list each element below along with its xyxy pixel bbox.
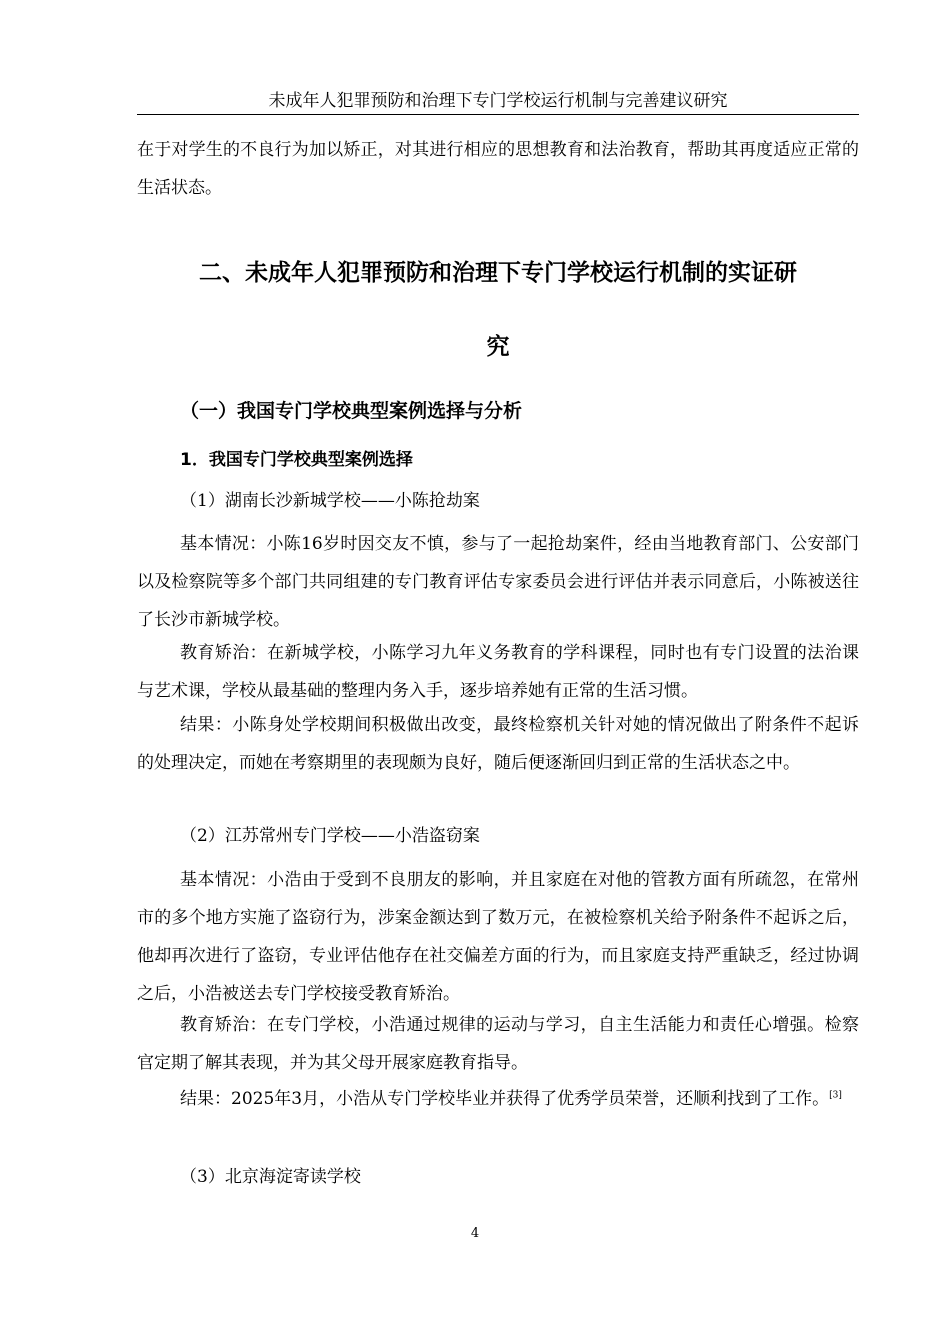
section-title-line1: 二、未成年人犯罪预防和治理下专门学校运行机制的实证研 [199, 260, 797, 286]
subsection-title: （一）我国专门学校典型案例选择与分析 [180, 400, 523, 422]
subsubsection-title: 1．我国专门学校典型案例选择 [180, 450, 413, 470]
case-heading: （2）江苏常州专门学校——小浩盗窃案 [180, 826, 480, 846]
running-header: 未成年人犯罪预防和治理下专门学校运行机制与完善建议研究 [137, 88, 859, 115]
case-result [137, 1080, 859, 1118]
citation: [3] [829, 1090, 842, 1101]
case-basic-info: 基本情况：小陈16岁时因交友不慎，参与了一起抢劫案件，经由当地教育部门、公安部门以及检察院等多个部门共同组建的专门教育评估专家委员会进行评估并表示同意后，小陈被送往了长沙市新城学校。 [137, 534, 859, 630]
page-number: 4 [470, 1226, 480, 1241]
section-title-line2: 究 [486, 334, 510, 360]
case-basic-info: 基本情况：小浩由于受到不良朋友的影响，并且家庭在对他的管教方面有所疏忽，在常州市的多个地方实施了盗窃行为，涉案金额达到了数万元，在被检察机关给予附条件不起诉之后，他却再次进行了盗窃，专业评估他存在社交偏差方面的行为，而且家庭支持严重缺乏，经过协调之后，小浩被送去专门学校接受教育矫治。 [137, 870, 859, 1004]
case-education: 教育矫治：在专门学校，小浩通过规律的运动与学习，自主生活能力和责任心增强。检察官定期了解其表现，并为其父母开展家庭教育指导。 [137, 1015, 859, 1073]
intro-paragraph: 在于对学生的不良行为加以矫正，对其进行相应的思想教育和法治教育，帮助其再度适应正常的生活状态。 [137, 140, 859, 198]
case-heading: （3）北京海淀寄读学校 [180, 1167, 361, 1187]
case-heading: （1）湖南长沙新城学校——小陈抢劫案 [180, 491, 480, 511]
case-education: 教育矫治：在新城学校，小陈学习九年义务教育的学科课程，同时也有专门设置的法治课与艺术课，学校从最基础的整理内务入手，逐步培养她有正常的生活习惯。 [137, 643, 859, 701]
case-result-text: 结果：2025年3月，小浩从专门学校毕业并获得了优秀学员荣誉，还顺利找到了工作。 [180, 1089, 830, 1109]
case-result: 结果：小陈身处学校期间积极做出改变，最终检察机关针对她的情况做出了附条件不起诉的处理决定，而她在考察期里的表现颇为良好，随后便逐渐回归到正常的生活状态之中。 [137, 715, 859, 773]
